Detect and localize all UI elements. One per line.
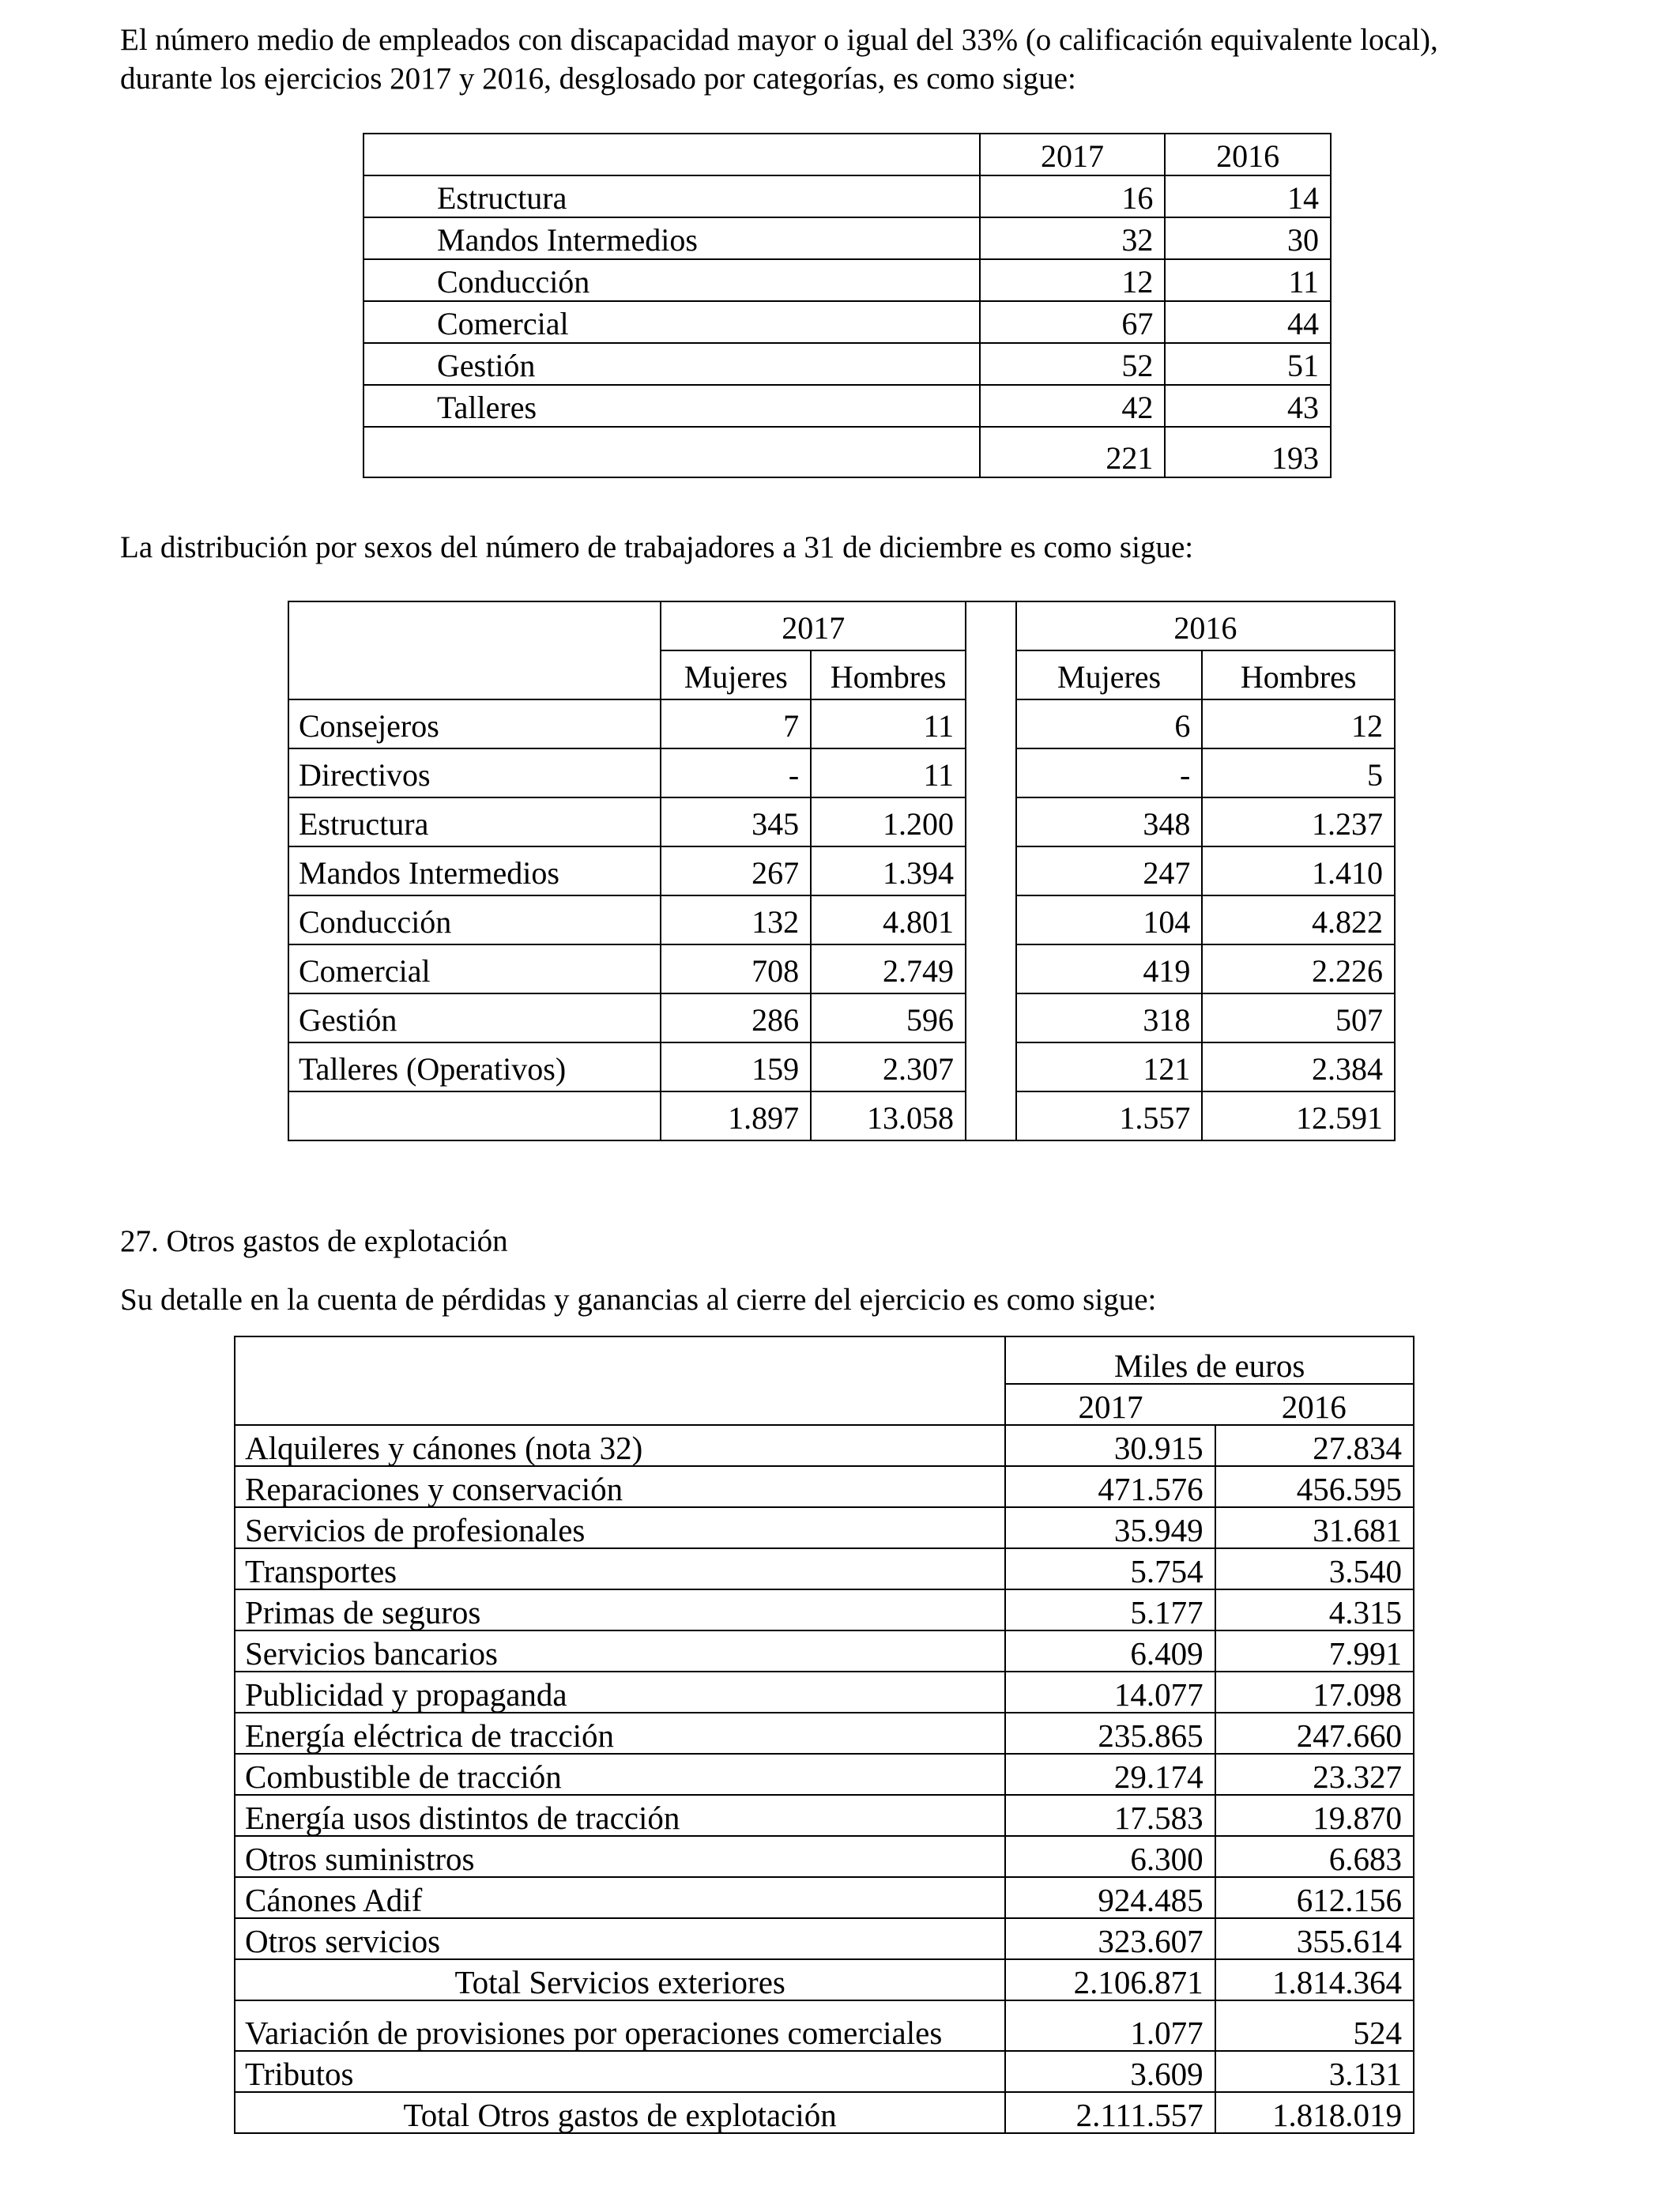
hombres-2017: 1.394 [811,846,966,895]
hombres-2017: 1.200 [811,797,966,846]
total-2017: 2.111.557 [1005,2092,1215,2133]
hombres-2017: 4.801 [811,895,966,944]
total-mujeres-2017: 1.897 [661,1091,811,1140]
hombres-2017: 596 [811,993,966,1042]
row-label: Variación de provisiones por operaciones comerciales [235,2000,1005,2051]
table-row [363,175,1331,217]
total-hombres-2017: 13.058 [811,1091,966,1140]
header-2016: 2016 [1016,601,1395,650]
intro-line-1: El número medio de empleados con discapacidad mayor o igual del 33% (o calificación equivalente local), [120,23,1438,57]
table-total-row [288,1091,1395,1140]
hombres-2016: 1.237 [1202,797,1395,846]
value-2016: 524 [1215,2000,1414,2051]
value-2017: 42 [980,385,1166,427]
value-2017: 35.949 [1005,1507,1215,1548]
header-blank [235,1336,1005,1425]
value-2017: 924.485 [1005,1877,1215,1918]
intro-line-2: durante los ejercicios 2017 y 2016, desglosado por categorías, es como sigue: [120,62,1076,96]
table-row [363,301,1331,343]
row-label: Conducción [288,895,661,944]
table-row [235,1672,1414,1713]
row-label: Transportes [235,1548,1005,1589]
hombres-2016: 12 [1202,699,1395,748]
header-2017: 2017 [661,601,966,650]
mujeres-2016: 318 [1016,993,1203,1042]
value-2016: 612.156 [1215,1877,1414,1918]
row-label: Otros suministros [235,1836,1005,1877]
hombres-2016: 2.226 [1202,944,1395,993]
row-label: Combustible de tracción [235,1754,1005,1795]
row-label: Reparaciones y conservación [235,1466,1005,1507]
table-row [235,1548,1414,1589]
value-2016: 3.540 [1215,1548,1414,1589]
table-row [288,1042,1395,1091]
table-row [235,1466,1414,1507]
spacer-column [966,601,1016,1140]
table-row [235,2000,1414,2051]
mujeres-2017: 267 [661,846,811,895]
value-2016: 30 [1165,217,1331,259]
row-label: Conducción [363,259,980,301]
table-row [235,1836,1414,1877]
header-2016: 2016 [1165,134,1331,175]
gender-paragraph: La distribución por sexos del número de trabajadores a 31 de diciembre es como sigue: [120,530,1194,564]
value-2017: 1.077 [1005,2000,1215,2051]
units-header: Miles de euros [1005,1336,1414,1384]
value-2017: 5.177 [1005,1589,1215,1630]
mujeres-2017: 286 [661,993,811,1042]
row-label: Estructura [363,175,980,217]
value-2017: 235.865 [1005,1713,1215,1754]
subtotal-label: Total Servicios exteriores [235,1959,1005,2000]
total-hombres-2016: 12.591 [1202,1091,1395,1140]
mujeres-2017: - [661,748,811,797]
row-label: Comercial [288,944,661,993]
row-label: Gestión [363,343,980,385]
header-2017: 2017 [980,134,1166,175]
value-2017: 67 [980,301,1166,343]
hombres-2017: 2.307 [811,1042,966,1091]
hombres-2016: 507 [1202,993,1395,1042]
intro-paragraph [120,21,1438,98]
table-header-row [363,134,1331,175]
value-2017: 323.607 [1005,1918,1215,1959]
table-row [363,385,1331,427]
hombres-2016: 4.822 [1202,895,1395,944]
header-2017: 2017 [1005,1384,1215,1425]
mujeres-2016: 104 [1016,895,1203,944]
value-2017: 52 [980,343,1166,385]
total-blank [288,1091,661,1140]
row-label: Servicios bancarios [235,1630,1005,1672]
value-2016: 11 [1165,259,1331,301]
mujeres-2016: 419 [1016,944,1203,993]
row-label: Cánones Adif [235,1877,1005,1918]
total-mujeres-2016: 1.557 [1016,1091,1203,1140]
table-row [235,1713,1414,1754]
value-2016: 4.315 [1215,1589,1414,1630]
value-2016: 23.327 [1215,1754,1414,1795]
value-2017: 5.754 [1005,1548,1215,1589]
row-label: Primas de seguros [235,1589,1005,1630]
table-row [235,1507,1414,1548]
row-label: Comercial [363,301,980,343]
table-row [288,993,1395,1042]
expenses-paragraph: Su detalle en la cuenta de pérdidas y ganancias al cierre del ejercicio es como sigue: [120,1283,1157,1317]
value-2017: 16 [980,175,1166,217]
header-2016: 2016 [1215,1384,1414,1425]
header-hombres-2016: Hombres [1202,650,1395,699]
value-2016: 51 [1165,343,1331,385]
total-2017: 221 [980,427,1166,477]
hombres-2017: 2.749 [811,944,966,993]
table-row [235,1589,1414,1630]
value-2016: 44 [1165,301,1331,343]
total-2016: 1.818.019 [1215,2092,1414,2133]
table-row [288,797,1395,846]
mujeres-2017: 708 [661,944,811,993]
value-2017: 6.300 [1005,1836,1215,1877]
subtotal-row [235,1959,1414,2000]
mujeres-2016: 121 [1016,1042,1203,1091]
row-label: Servicios de profesionales [235,1507,1005,1548]
table-row [235,1630,1414,1672]
mujeres-2017: 345 [661,797,811,846]
table-row [235,2051,1414,2092]
row-label: Tributos [235,2051,1005,2092]
value-2016: 355.614 [1215,1918,1414,1959]
value-2016: 27.834 [1215,1425,1414,1466]
table-row [363,343,1331,385]
value-2016: 7.991 [1215,1630,1414,1672]
disability-table [363,133,1332,478]
table-row [363,217,1331,259]
row-label: Talleres [363,385,980,427]
section-heading: 27. Otros gastos de explotación [120,1224,508,1258]
table-row [235,1425,1414,1466]
value-2017: 12 [980,259,1166,301]
hombres-2017: 11 [811,748,966,797]
mujeres-2016: 6 [1016,699,1203,748]
value-2017: 6.409 [1005,1630,1215,1672]
header-blank [363,134,980,175]
total-label: Total Otros gastos de explotación [235,2092,1005,2133]
value-2016: 43 [1165,385,1331,427]
table-row [235,1754,1414,1795]
table-row [363,259,1331,301]
table-row [288,748,1395,797]
value-2016: 247.660 [1215,1713,1414,1754]
value-2016: 19.870 [1215,1795,1414,1836]
table-row [288,699,1395,748]
value-2017: 3.609 [1005,2051,1215,2092]
row-label: Mandos Intermedios [363,217,980,259]
value-2017: 471.576 [1005,1466,1215,1507]
value-2017: 30.915 [1005,1425,1215,1466]
mujeres-2017: 7 [661,699,811,748]
subtotal-2016: 1.814.364 [1215,1959,1414,2000]
row-label: Talleres (Operativos) [288,1042,661,1091]
row-label: Publicidad y propaganda [235,1672,1005,1713]
row-label: Energía usos distintos de tracción [235,1795,1005,1836]
table-row [235,1877,1414,1918]
value-2016: 456.595 [1215,1466,1414,1507]
row-label: Estructura [288,797,661,846]
hombres-2016: 2.384 [1202,1042,1395,1091]
table-row [288,846,1395,895]
hombres-2016: 5 [1202,748,1395,797]
mujeres-2017: 159 [661,1042,811,1091]
table-row [288,944,1395,993]
row-label: Directivos [288,748,661,797]
row-label: Otros servicios [235,1918,1005,1959]
value-2016: 31.681 [1215,1507,1414,1548]
value-2017: 17.583 [1005,1795,1215,1836]
expenses-table [234,1336,1414,2134]
table-row [288,895,1395,944]
total-blank [363,427,980,477]
value-2017: 29.174 [1005,1754,1215,1795]
total-2016: 193 [1165,427,1331,477]
value-2016: 17.098 [1215,1672,1414,1713]
hombres-2016: 1.410 [1202,846,1395,895]
table-row [235,1795,1414,1836]
value-2016: 14 [1165,175,1331,217]
units-header-row [235,1336,1414,1384]
value-2017: 14.077 [1005,1672,1215,1713]
gender-table [288,601,1396,1141]
table-row [235,1918,1414,1959]
table-total-row [235,2092,1414,2133]
table-total-row [363,427,1331,477]
header-hombres-2017: Hombres [811,650,966,699]
hombres-2017: 11 [811,699,966,748]
year-header-row [288,601,1395,650]
row-label: Consejeros [288,699,661,748]
row-label: Gestión [288,993,661,1042]
mujeres-2016: 348 [1016,797,1203,846]
row-label: Alquileres y cánones (nota 32) [235,1425,1005,1466]
mujeres-2016: 247 [1016,846,1203,895]
value-2016: 3.131 [1215,2051,1414,2092]
row-label: Mandos Intermedios [288,846,661,895]
value-2016: 6.683 [1215,1836,1414,1877]
mujeres-2017: 132 [661,895,811,944]
header-mujeres-2016: Mujeres [1016,650,1203,699]
mujeres-2016: - [1016,748,1203,797]
row-label: Energía eléctrica de tracción [235,1713,1005,1754]
value-2017: 32 [980,217,1166,259]
header-mujeres-2017: Mujeres [661,650,811,699]
header-blank [288,601,661,699]
subtotal-2017: 2.106.871 [1005,1959,1215,2000]
